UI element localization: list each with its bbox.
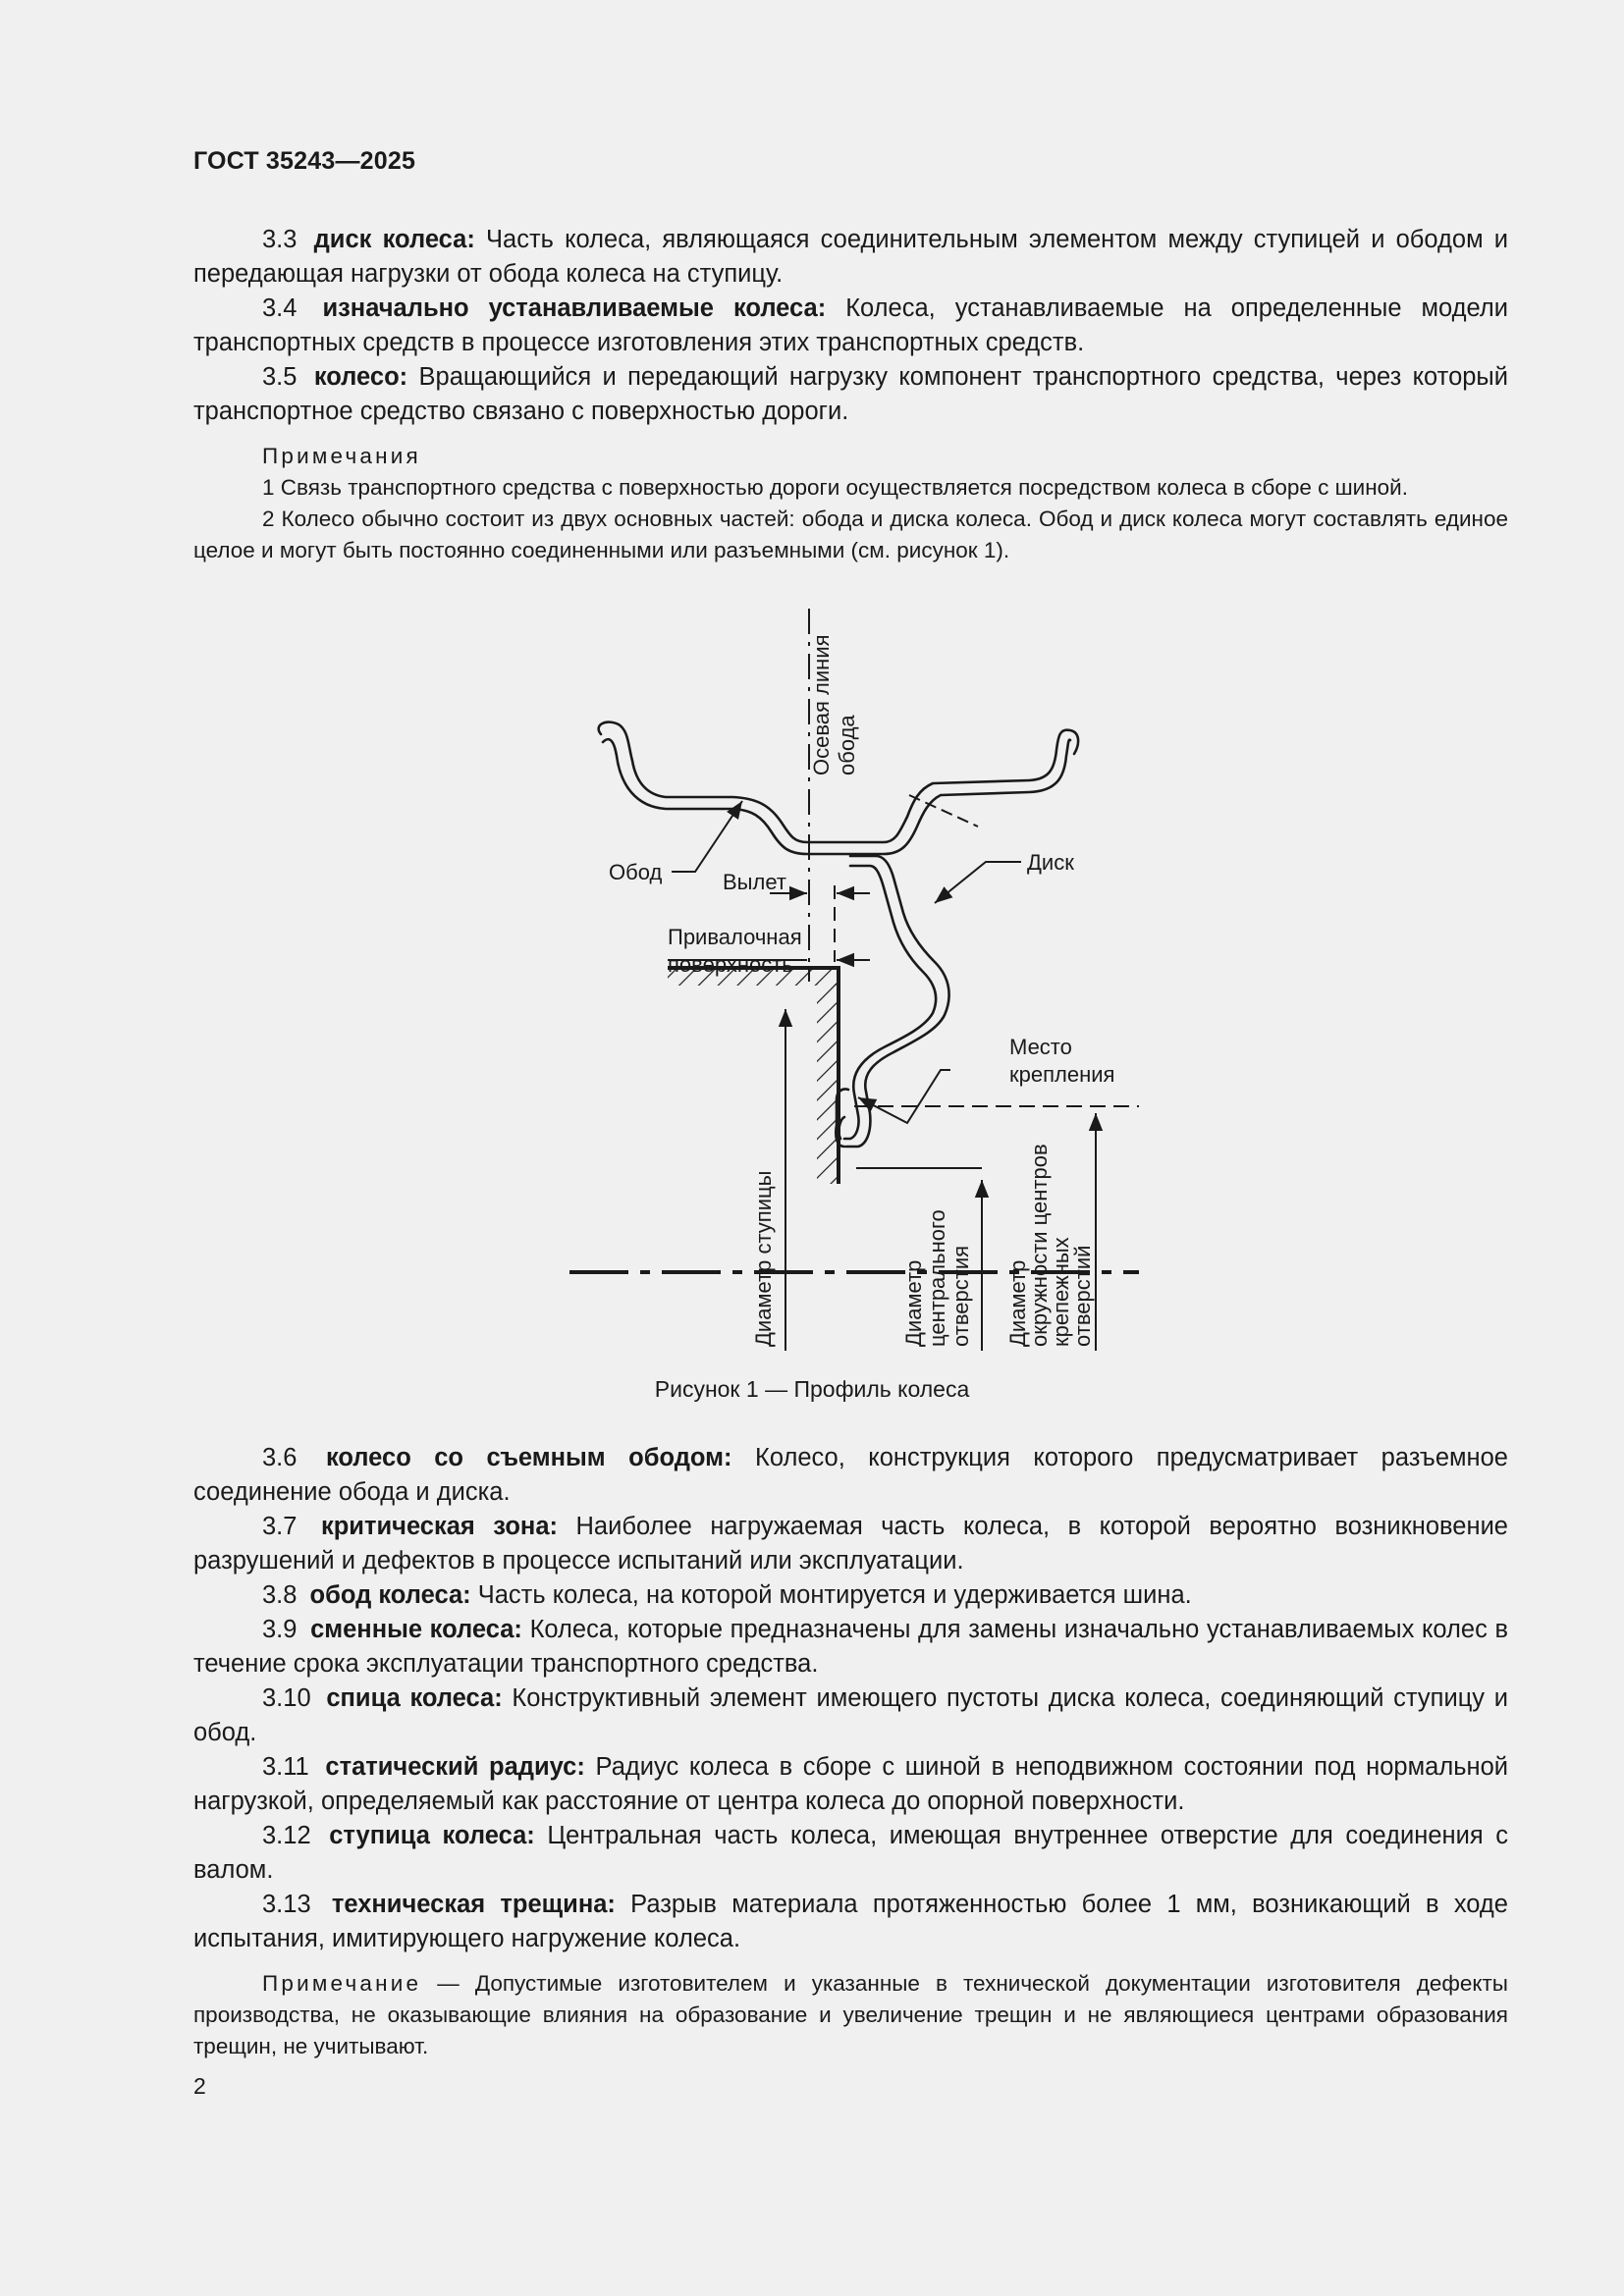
terms-top xyxy=(193,223,1508,566)
figure-caption: Рисунок 1 — Профиль колеса xyxy=(654,1376,970,1402)
disc-profile xyxy=(836,856,948,1147)
label-hub-diameter: Диаметр ступицы xyxy=(751,1170,776,1347)
label-rim: Обод xyxy=(609,860,663,884)
label-center-bore-2: центрального xyxy=(925,1209,949,1347)
label-mount-surface-1: Привалочная xyxy=(668,925,802,949)
label-offset: Вылет xyxy=(723,870,786,894)
final-note: Примечание — Допустимые изготовителем и указанные в технической документации изготовителя дефекты производства, не оказывающие влияния на образование и увеличение трещин и не являющиеся центрами образования трещин, не учитывают. xyxy=(193,1971,1508,2058)
label-bolt-circle-1: Диаметр xyxy=(1005,1259,1030,1347)
term-3-10: 3.10 спица колеса: Конструктивный элемент имеющего пустоты диска колеса, соединяющий ступицу и обод. xyxy=(193,1684,1508,1746)
label-center-bore-1: Диаметр xyxy=(901,1259,926,1347)
notes-title: Примечания xyxy=(262,444,421,468)
term-3-3: 3.3 диск колеса: Часть колеса, являющаяся соединительным элементом между ступицей и ободом и передающая нагрузки от обода колеса на ступицу. xyxy=(193,226,1509,288)
note-2: 2 Колесо обычно состоит из двух основных частей: обода и диска колеса. Обод и диск колеса могут составлять единое целое и могут быть постоянно соединенными или разъемными (см. рисунок 1). xyxy=(193,507,1508,562)
page-number: 2 xyxy=(193,2073,206,2099)
wheel-profile-figure xyxy=(550,609,1159,1355)
hub-block xyxy=(668,968,839,1184)
label-bolt-circle-3: крепежных xyxy=(1049,1237,1073,1347)
label-mount-place-2: крепления xyxy=(1009,1062,1115,1087)
document-header: ГОСТ 35243—2025 xyxy=(193,147,416,175)
term-3-7: 3.7 критическая зона: Наиболее нагружаемая часть колеса, в которой вероятно возникновение разрушений и дефектов в процессе испытаний или эксплуатации. xyxy=(193,1513,1508,1575)
label-bolt-circle-4: отверстий xyxy=(1070,1245,1095,1347)
label-mount-surface-2: поверхность xyxy=(668,952,793,977)
label-bolt-circle-2: окружности центров xyxy=(1027,1144,1052,1347)
term-3-11: 3.11 статический радиус: Радиус колеса в сборе с шиной в неподвижном состоянии под нормальной нагрузкой, определяемый как расстояние от центра колеса до опорной поверхности. xyxy=(193,1753,1509,1815)
term-3-6: 3.6 колесо со съемным ободом: Колесо, конструкция которого предусматривает разъемное соединение обода и диска. xyxy=(193,1444,1508,1506)
label-axis-line-2: обода xyxy=(835,715,859,775)
term-3-5: 3.5 колесо: Вращающийся и передающий нагрузку компонент транспортного средства, через который транспортное средство связано с поверхностью дороги. xyxy=(193,363,1509,425)
note-1: 1 Связь транспортного средства с поверхностью дороги осуществляется посредством колеса в сборе с шиной. xyxy=(262,475,1409,500)
term-3-9: 3.9 сменные колеса: Колеса, которые предназначены для замены изначально устанавливаемых колес в течение срока эксплуатации транспортного средства. xyxy=(193,1616,1508,1678)
term-3-8: 3.8 обод колеса: Часть колеса, на которой монтируется и удерживается шина. xyxy=(262,1581,1192,1609)
terms-bottom xyxy=(193,1441,1508,2062)
term-3-12: 3.12 ступица колеса: Центральная часть колеса, имеющая внутреннее отверстие для соединения с валом. xyxy=(193,1822,1508,1884)
label-center-bore-3: отверстия xyxy=(948,1245,973,1347)
term-3-4: 3.4 изначально устанавливаемые колеса: Колеса, устанавливаемые на определенные модели транспортных средств в процессе изготовления этих транспортных средств. xyxy=(193,294,1508,356)
label-disc: Диск xyxy=(1027,850,1074,875)
term-3-13: 3.13 техническая трещина: Разрыв материала протяженностью более 1 мм, возникающий в ходе испытания, имитирующего нагружение колеса. xyxy=(193,1891,1508,1952)
label-axis-line-1: Осевая линия xyxy=(809,634,834,775)
label-mount-place-1: Место xyxy=(1009,1035,1072,1059)
